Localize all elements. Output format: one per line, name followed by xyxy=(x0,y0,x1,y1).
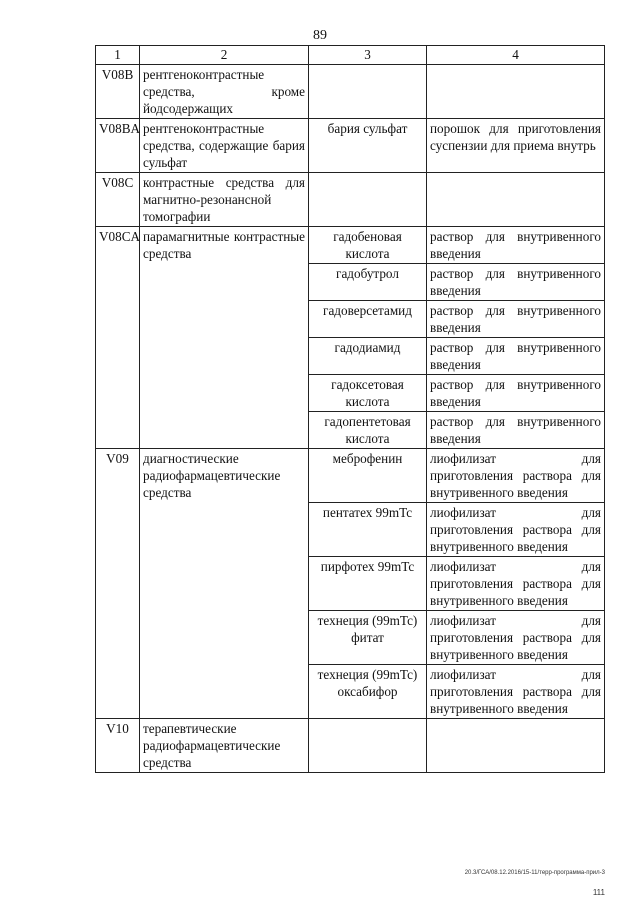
table-row xyxy=(96,173,605,227)
substance-cell: пентатех 99mTc xyxy=(309,503,427,557)
group-name-cell: диагностические радиофармацевтические средства xyxy=(140,449,309,719)
dosage-form-cell: раствор для внутривенного введения xyxy=(427,264,605,301)
table-row xyxy=(96,227,605,264)
atc-code-cell: V08CA xyxy=(96,227,140,449)
substance-cell: гадоксетовая кислота xyxy=(309,375,427,412)
group-name-cell: контрастные средства для магнитно-резонансной томографии xyxy=(140,173,309,227)
header-cell: 2 xyxy=(140,46,309,65)
table-row xyxy=(96,65,605,119)
substance-cell xyxy=(309,173,427,227)
dosage-form-cell xyxy=(427,65,605,119)
group-name-cell: рентгеноконтрастные средства, содержащие бария сульфат xyxy=(140,119,309,173)
substance-cell: пирфотех 99mTc xyxy=(309,557,427,611)
substance-cell: технеция (99mTc) фитат xyxy=(309,611,427,665)
header-cell: 1 xyxy=(96,46,140,65)
dosage-form-cell xyxy=(427,719,605,773)
page-number: 89 xyxy=(313,28,327,43)
dosage-form-cell: раствор для внутривенного введения xyxy=(427,338,605,375)
table-row xyxy=(96,449,605,503)
group-name-cell: рентгеноконтрастные средства, кроме йодсодержащих xyxy=(140,65,309,119)
dosage-form-cell xyxy=(427,173,605,227)
substance-cell xyxy=(309,65,427,119)
group-name-cell: терапевтические радиофармацевтические средства xyxy=(140,719,309,773)
document-code: 20.3/ГСА/08.12.2016/15-11/терр-программа-прил-3 xyxy=(464,870,605,876)
substance-cell: технеция (99mTc) оксабифор xyxy=(309,665,427,719)
dosage-form-cell: раствор для внутривенного введения xyxy=(427,375,605,412)
atc-code-cell: V08B xyxy=(96,65,140,119)
substance-cell: гадобутрол xyxy=(309,264,427,301)
header-cell: 3 xyxy=(309,46,427,65)
header-row xyxy=(96,46,605,65)
substance-cell: бария сульфат xyxy=(309,119,427,173)
substance-cell: гадоверсетамид xyxy=(309,301,427,338)
dosage-form-cell: раствор для внутривенного введения xyxy=(427,301,605,338)
atc-code-cell: V08BA xyxy=(96,119,140,173)
substance-cell: гадопентетовая кислота xyxy=(309,412,427,449)
sheet-number: 111 xyxy=(592,888,605,897)
substance-cell: гадобеновая кислота xyxy=(309,227,427,264)
group-name-cell: парамагнитные контрастные средства xyxy=(140,227,309,449)
substance-cell: меброфенин xyxy=(309,449,427,503)
dosage-form-cell: лиофилизат для приготовления раствора для внутривенного введения xyxy=(427,557,605,611)
dosage-form-cell: раствор для внутривенного введения xyxy=(427,412,605,449)
table-row xyxy=(96,719,605,773)
table-row xyxy=(96,119,605,173)
atc-code-cell: V09 xyxy=(96,449,140,719)
substance-cell: гадодиамид xyxy=(309,338,427,375)
dosage-form-cell: лиофилизат для приготовления раствора для внутривенного введения xyxy=(427,665,605,719)
atc-code-cell: V08C xyxy=(96,173,140,227)
dosage-form-cell: раствор для внутривенного введения xyxy=(427,227,605,264)
dosage-form-cell: лиофилизат для приготовления раствора для внутривенного введения xyxy=(427,449,605,503)
header-cell: 4 xyxy=(427,46,605,65)
atc-code-cell: V10 xyxy=(96,719,140,773)
dosage-form-cell: лиофилизат для приготовления раствора для внутривенного введения xyxy=(427,503,605,557)
substance-cell xyxy=(309,719,427,773)
drug-table xyxy=(95,45,605,773)
dosage-form-cell: порошок для приготовления суспензии для приема внутрь xyxy=(427,119,605,173)
dosage-form-cell: лиофилизат для приготовления раствора для внутривенного введения xyxy=(427,611,605,665)
